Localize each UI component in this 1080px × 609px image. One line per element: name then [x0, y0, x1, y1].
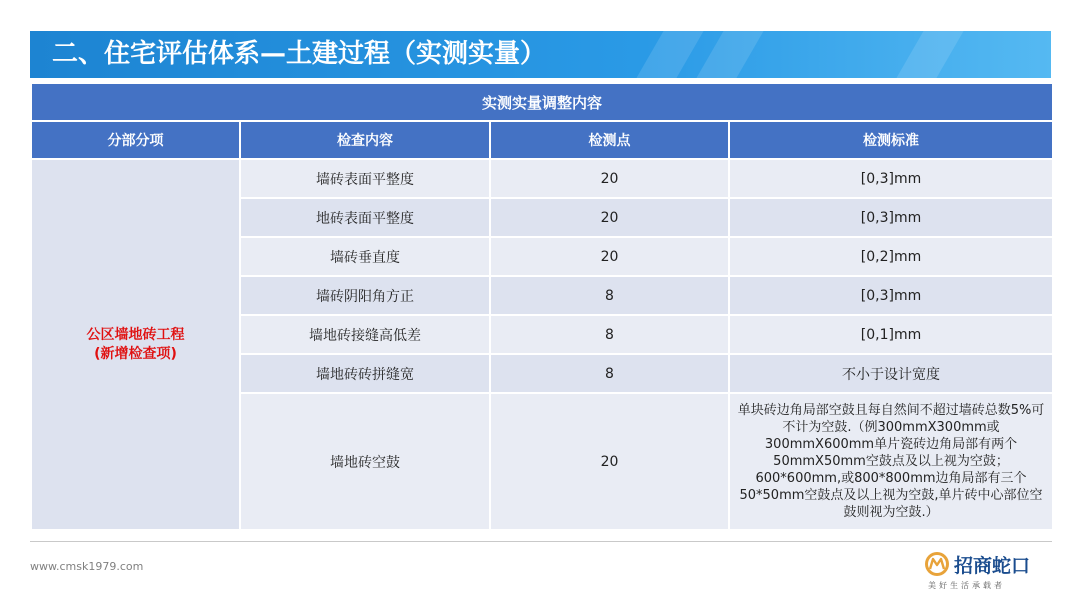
- inspection-points: 20: [491, 238, 728, 275]
- inspection-standard: 不小于设计宽度: [730, 355, 1052, 392]
- title-decoration: [696, 31, 763, 78]
- title-decoration: [636, 31, 703, 78]
- inspection-points: 20: [491, 394, 728, 529]
- inspection-item: 墙地砖砖拼缝宽: [241, 355, 489, 392]
- company-logo: [924, 549, 1044, 593]
- inspection-standard: [0,3]mm: [730, 277, 1052, 314]
- column-header-category: 分部分项: [32, 122, 239, 158]
- category-note: (新增检查项): [94, 345, 177, 362]
- logo-name: 招商蛇口: [954, 555, 1031, 577]
- inspection-points: 8: [491, 355, 728, 392]
- title-bar: [30, 31, 1051, 78]
- logo-mark-icon: [924, 551, 950, 577]
- inspection-standard: [0,1]mm: [730, 316, 1052, 353]
- inspection-table: [30, 82, 1054, 531]
- title-decoration: [896, 31, 963, 78]
- inspection-item: 墙砖垂直度: [241, 238, 489, 275]
- inspection-item: 墙砖阴阳角方正: [241, 277, 489, 314]
- inspection-points: 20: [491, 160, 728, 197]
- footer-divider: [30, 541, 1052, 542]
- inspection-item: 墙砖表面平整度: [241, 160, 489, 197]
- inspection-standard: [0,3]mm: [730, 199, 1052, 236]
- column-header-standard: 检测标准: [730, 122, 1052, 158]
- inspection-points: 20: [491, 199, 728, 236]
- logo-slogan: 美好生活承载者: [928, 581, 1005, 590]
- inspection-item: 地砖表面平整度: [241, 199, 489, 236]
- inspection-standard: [0,2]mm: [730, 238, 1052, 275]
- inspection-item: 墙地砖空鼓: [241, 394, 489, 529]
- category-cell: [32, 160, 239, 529]
- inspection-points: 8: [491, 316, 728, 353]
- inspection-standard: 单块砖边角局部空鼓且每自然间不超过墙砖总数5%可不计为空鼓.（例300mmX300mm或300mmX600mm单片瓷砖边角局部有两个50mmX50mm空鼓点及以上视为空鼓；600*600mm,或800*800mm边角局部有三个50*50mm空鼓点及以上视为空鼓,单片砖中心部位空鼓则视为空鼓.）: [730, 394, 1052, 529]
- inspection-standard: [0,3]mm: [730, 160, 1052, 197]
- website-url: www.cmsk1979.com: [30, 560, 144, 573]
- table-row: [32, 160, 1052, 197]
- column-header-points: 检测点: [491, 122, 728, 158]
- table-caption: 实测实量调整内容: [32, 84, 1052, 120]
- inspection-item: 墙地砖接缝高低差: [241, 316, 489, 353]
- page-title: 二、住宅评估体系—土建过程（实测实量）: [52, 39, 547, 69]
- column-header-item: 检查内容: [241, 122, 489, 158]
- inspection-points: 8: [491, 277, 728, 314]
- category-name: 公区墙地砖工程: [86, 326, 185, 343]
